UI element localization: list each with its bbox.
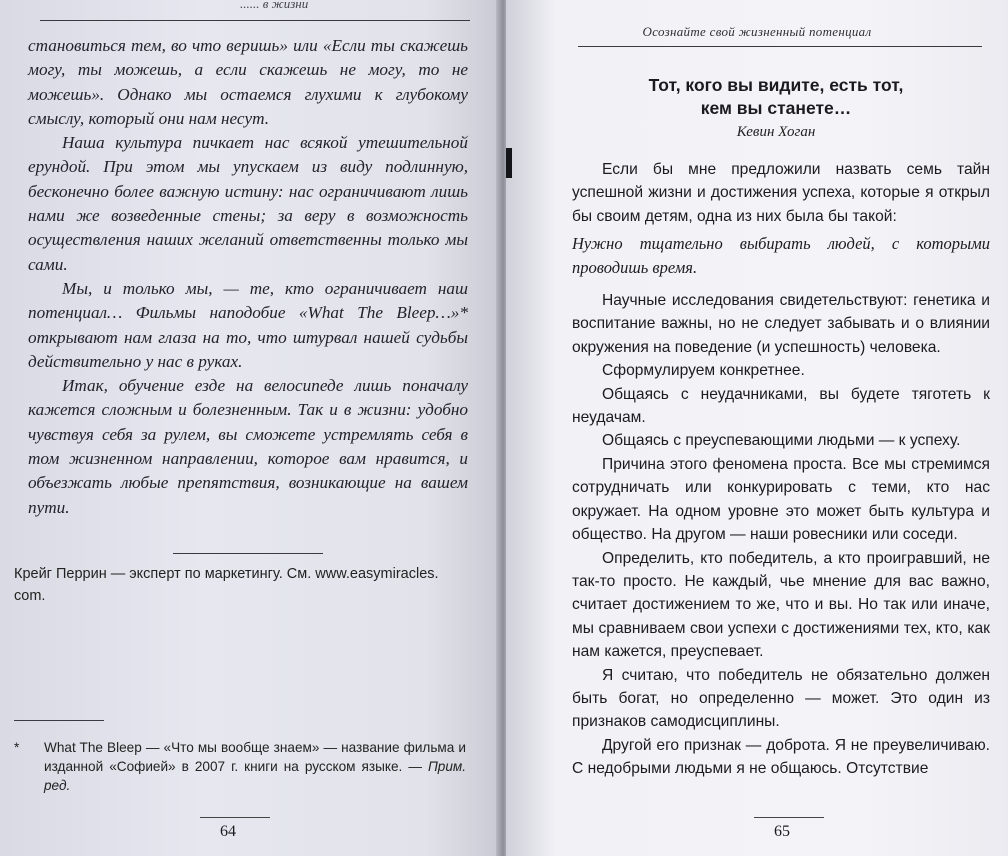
epigraph-line-1: Тот, кого вы видите, есть тот,: [648, 75, 904, 95]
author-note: Крейг Перрин — эксперт по маркетингу. См. www.easymiracles. com.: [14, 566, 439, 604]
bookmark-tab: [506, 148, 512, 178]
left-paragraph-1: становиться тем, во что веришь» или «Если ты скажешь могу, ты можешь, а если скажешь не могу, то не можешь». Однако мы остаемся глухими к глубокому смыслу, который они нам несут.: [28, 36, 468, 128]
right-paragraph-2: Сформулируем конкретнее.: [602, 362, 805, 380]
left-page: [0, 0, 500, 856]
right-page-number: 65: [774, 823, 790, 840]
right-paragraph-1: Научные исследования свидетельствуют: генетика и воспитание важны, но не следует забывать и о влиянии окружения на поведение (и успешность) человека.: [572, 292, 990, 356]
footnote-body: [14, 738, 466, 795]
left-folio-rule: [200, 817, 270, 818]
left-running-head: ...... в жизни: [240, 0, 309, 11]
left-paragraph-3: Мы, и только мы, — те, кто ограничивает наш потенциал… Фильмы наподобие «What The Bleep…»* открывают нам глаза на то, что штурвал нашей судьбы действительно у нас в руках.: [28, 278, 468, 371]
right-folio-rule: [754, 817, 824, 818]
right-paragraph-3: Общаясь с неудачниками, вы будете тяготеть к неудачам.: [572, 385, 990, 427]
footnote-rule: [14, 720, 104, 721]
footnote-label: Прим. ред.: [44, 759, 467, 793]
right-body-text: [572, 158, 990, 781]
right-running-head: Осознайте свой жизненный потенциал: [642, 24, 872, 39]
left-page-number: 64: [220, 823, 236, 840]
right-intro-paragraph: Если бы мне предложили назвать семь тайн успешной жизни и достижения успеха, которые я открыл бы своим детям, одна из них была бы такой:: [572, 161, 990, 225]
author-note-rule: [173, 553, 323, 554]
footnote: [14, 738, 466, 795]
left-head-rule: [40, 20, 470, 21]
left-body-text: [28, 34, 468, 520]
epigraph-author: Кевин Хоган: [736, 124, 816, 140]
right-paragraph-6: Определить, кто победитель, а кто проигравший, не так-то просто. Не каждый, чье мнение для вас важно, считает достижением то же, что и вы. Но так или иначе, мы сравниваем свои успехи с достижениями тех, кто, как нам кажется, преуспевает.: [572, 549, 990, 661]
left-paragraph-2: Наша культура пичкает нас всякой утешительной ерундой. При этом мы упускаем из виду подлинную, бесконечно более важную истину: нас ограничивают лишь нами же возведенные стены; за веру в возможность осуществления наших желаний ответственны только мы сами.: [28, 133, 468, 274]
right-paragraph-7: Я считаю, что победитель не обязательно должен быть богат, но определенно — может. Это один из признаков самодисциплины.: [572, 666, 990, 731]
right-paragraph-4: Общаясь с преуспевающими людьми — к успеху.: [602, 432, 961, 450]
footnote-mark: *: [14, 740, 20, 755]
right-paragraph-8: Другой его признак — доброта. Я не преувеличиваю. С недобрыми людьми я не общаюсь. Отсутствие: [572, 736, 990, 778]
epigraph-line-2: кем вы станете…: [700, 98, 852, 118]
footnote-text: What The Bleep — «Что мы вообще знаем» — название фильма и изданной «Софией» в 2007 г. книги на русском языке. —: [44, 740, 466, 774]
right-page: [506, 0, 1008, 856]
right-head-rule: [578, 46, 982, 47]
left-paragraph-4: Итак, обучение езде на велосипеде лишь поначалу кажется сложным и болезненным. Так и в жизни: удобно чувствуя себя за рулем, вы сможете устремлять себя в том жизненном направлении, которое вам нравится, и объезжать любые препятствия, возникающие на вашем пути.: [28, 376, 468, 517]
epigraph: [636, 74, 916, 120]
right-paragraph-5: Причина этого феномена проста. Все мы стремимся сотрудничать или конкурировать с теми, кто нас окружает. На одном уровне это может быть культура и общество. На другом — наши ровесники или соседи.: [572, 455, 990, 544]
highlighted-quote: Нужно тщательно выбирать людей, с которыми проводишь время.: [572, 234, 990, 277]
